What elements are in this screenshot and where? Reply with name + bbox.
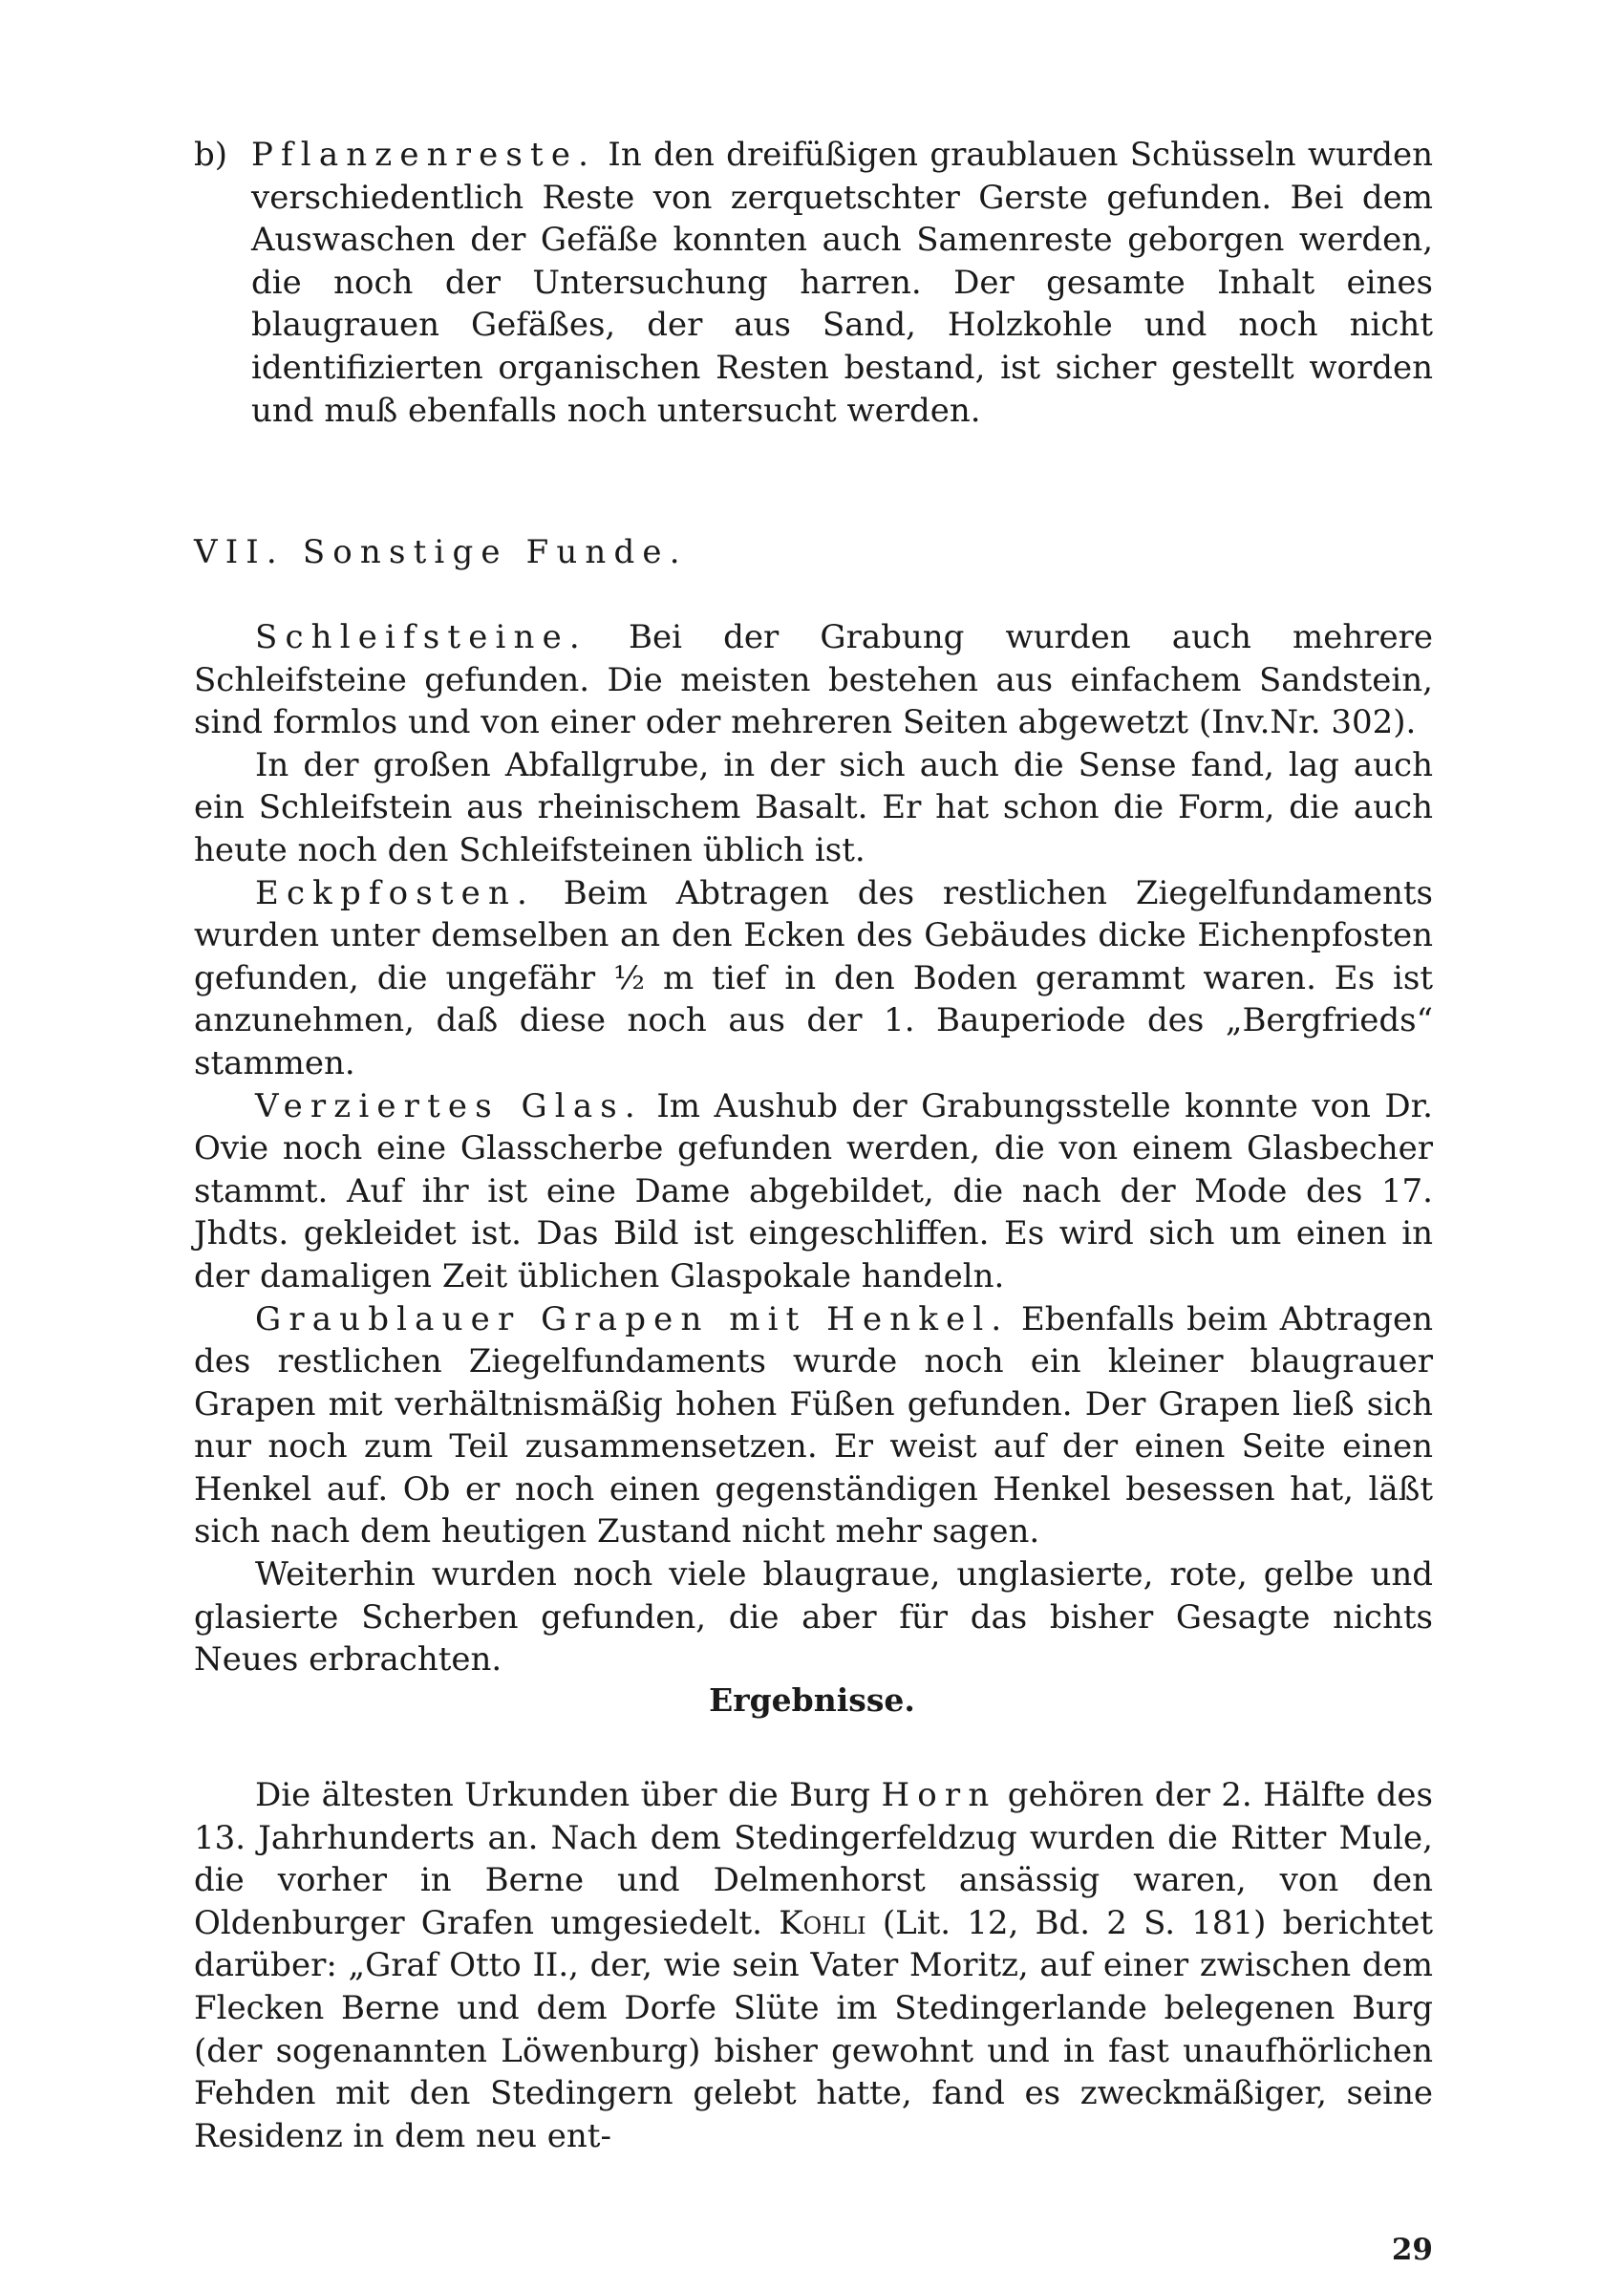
inline-heading: Schleifsteine. [255, 618, 588, 656]
results-heading: Ergebnisse. [709, 1681, 915, 1719]
paragraph-text: Weiterhin wurden noch viele blaugraue, unglasierte, rote, gelbe und glasierte Scherben gefunden, die aber für das bisher Gesagte nichts Neues erbrachten. [194, 1555, 1433, 1680]
place-name: Horn [881, 1776, 997, 1814]
paragraph-text: (Lit. 12, Bd. 2 S. 181) berichtet darüber: „Graf Otto II., der, wie sein Vater Moritz, auf einer zwischen dem Flecken Berne und dem Dorfe Slüte im Stedingerlande belegenen Burg (der sogenannten Löwenburg) bisher gewohnt und in fast unaufhörlichen Fehden mit den Stedingern gelebt hatte, fand es zweckmäßiger, seine Residenz in dem neu ent- [194, 1903, 1433, 2155]
paragraph [194, 134, 1433, 432]
results-section [194, 1774, 1433, 2157]
paragraph-text: gehören der 2. Hälfte des 13. Jahrhunderts an. Nach dem Stedingerfeldzug wurden die Ritter Mule, die vorher in Berne und Delmenhorst ansässig waren, von den Oldenburger Grafen umgesiedelt. [194, 1776, 1433, 1942]
paragraph-text: Die ältesten Urkunden über die Burg [255, 1776, 882, 1814]
paragraph [194, 744, 1433, 872]
paragraph-text: In der großen Abfallgrube, in der sich auch die Sense fand, lag auch ein Schleifstein aus rheinischem Basalt. Er hat schon die Form, die auch heute noch den Schleifsteinen üblich ist. [194, 745, 1433, 869]
inline-heading: Graublauer Grapen mit Henkel. [255, 1299, 1010, 1338]
section-number: VII. [194, 533, 285, 571]
paragraph [194, 872, 1433, 1085]
section-b-plant-remains [194, 134, 1433, 432]
paragraph-text: In den dreifüßigen graublauen Schüsseln wurden verschiedentlich Reste von zerquetschter Gerste gefunden. Bei dem Auswaschen der Gefäße konnten auch Samenreste geborgen werden, die noch der Untersuchung harren. Der gesamte Inhalt eines blaugrauen Gefäßes, der aus Sand, Holzkohle und noch nicht identifizierten organischen Resten bestand, ist sicher gestellt worden und muß ebenfalls noch untersucht werden. [251, 136, 1433, 430]
paragraph-text: Beim Abtragen des restlichen Ziegelfundaments wurden unter demselben an den Ecken des Gebäudes dicke Eichenpfosten gefunden, die ungefähr ½ m tief in den Boden gerammt waren. Es ist anzunehmen, daß diese noch aus der 1. Bauperiode des „Bergfrieds“ stammen. [194, 873, 1433, 1082]
paragraph [194, 1085, 1433, 1298]
paragraph-text: Bei der Grabung wurden auch mehrere Schleifsteine gefunden. Die meisten bestehen aus einfachem Sandstein, sind formlos und von einer oder mehreren Seiten abgewetzt (Inv.Nr. 302). [194, 618, 1433, 742]
paragraph-text: Im Aushub der Grabungsstelle konnte von Dr. Ovie noch eine Glasscherbe gefunden werden, die von einem Glasbecher stammt. Auf ihr ist eine Dame abgebildet, die nach der Mode des 17. Jhdts. gekleidet ist. Das Bild ist eingeschliffen. Es wird sich um einen in der damaligen Zeit üblichen Glaspokale handeln. [194, 1086, 1433, 1295]
section-label: b) [194, 136, 228, 174]
inline-heading: Verziertes Glas. [255, 1086, 643, 1125]
author-name: Kohli [779, 1903, 866, 1942]
inline-heading: Eckpfosten. [255, 873, 535, 912]
paragraph [194, 1774, 1433, 2157]
paragraph [194, 1553, 1433, 1681]
section-heading [194, 531, 688, 573]
paragraph [194, 1298, 1433, 1554]
section-vii-other-finds [194, 616, 1433, 1681]
paragraph [194, 616, 1433, 744]
page-number: 29 [1391, 2233, 1433, 2267]
paragraph-text: Ebenfalls beim Abtragen des restlichen Ziegelfundaments wurde noch ein kleiner blaugrauer Grapen mit verhältnismäßig hohen Füßen gefunden. Der Grapen ließ sich nur noch zum Teil zusammensetzen. Er weist auf der einen Seite einen Henkel auf. Ob er noch einen gegenständigen Henkel besessen hat, läßt sich nach dem heutigen Zustand nicht mehr sagen. [194, 1299, 1433, 1552]
section-title: Sonstige Funde. [302, 533, 688, 571]
inline-heading: Pflanzenreste. [251, 136, 597, 174]
